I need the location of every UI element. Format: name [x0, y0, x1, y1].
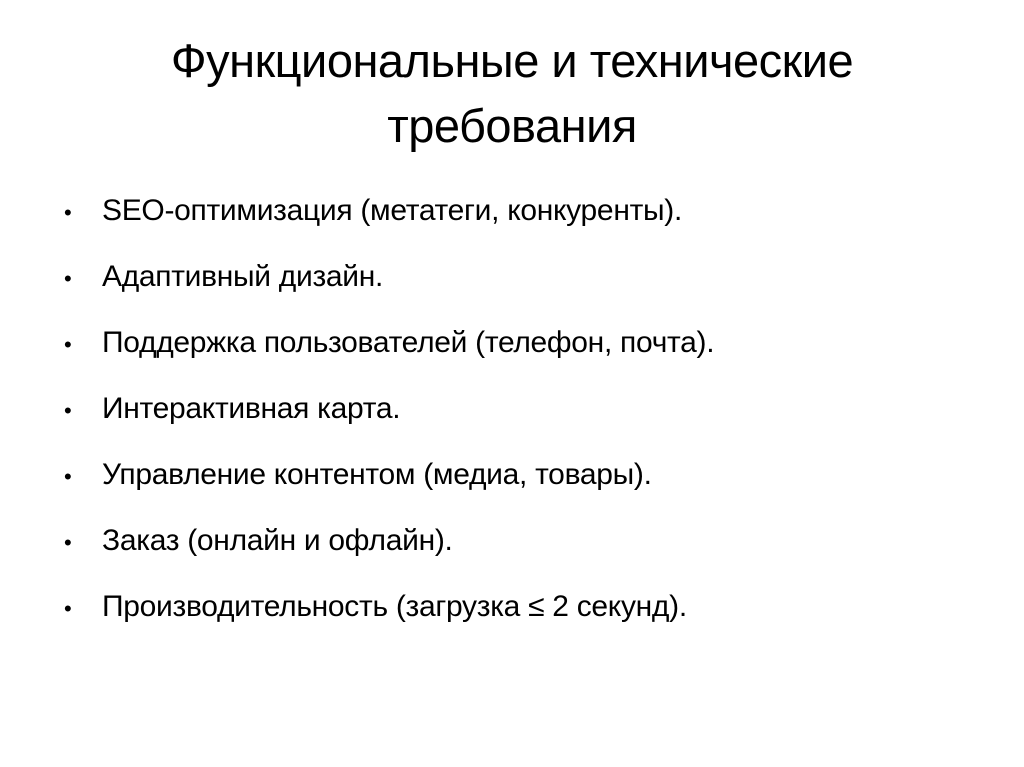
slide-title-line-1: Функциональные и технические	[170, 34, 854, 87]
list-item	[64, 442, 994, 508]
bullet-text: Поддержка пользователей (телефон, почта).	[102, 326, 715, 359]
bullet-icon: •	[64, 332, 72, 357]
bullet-text: Адаптивный дизайн.	[102, 260, 384, 293]
slide-title-line-2: требования	[387, 99, 637, 152]
bullet-icon: •	[64, 530, 72, 555]
list-item	[64, 376, 994, 442]
bullet-text: Управление контентом (медиа, товары).	[102, 458, 652, 491]
list-item	[64, 178, 994, 244]
slide-title	[0, 0, 1024, 158]
bullet-icon: •	[64, 266, 72, 291]
list-item	[64, 574, 994, 640]
bullet-text: Интерактивная карта.	[102, 392, 401, 425]
bullet-icon: •	[64, 200, 72, 225]
bullet-icon: •	[64, 464, 72, 489]
bullet-text: Производительность (загрузка ≤ 2 секунд).	[102, 590, 687, 623]
bullet-icon: •	[64, 398, 72, 423]
list-item	[64, 244, 994, 310]
bullet-list	[64, 178, 994, 640]
bullet-icon: •	[64, 596, 72, 621]
list-item	[64, 310, 994, 376]
bullet-text: Заказ (онлайн и офлайн).	[102, 524, 453, 557]
list-item	[64, 508, 994, 574]
bullet-text: SEO-оптимизация (метатеги, конкуренты).	[102, 194, 683, 227]
